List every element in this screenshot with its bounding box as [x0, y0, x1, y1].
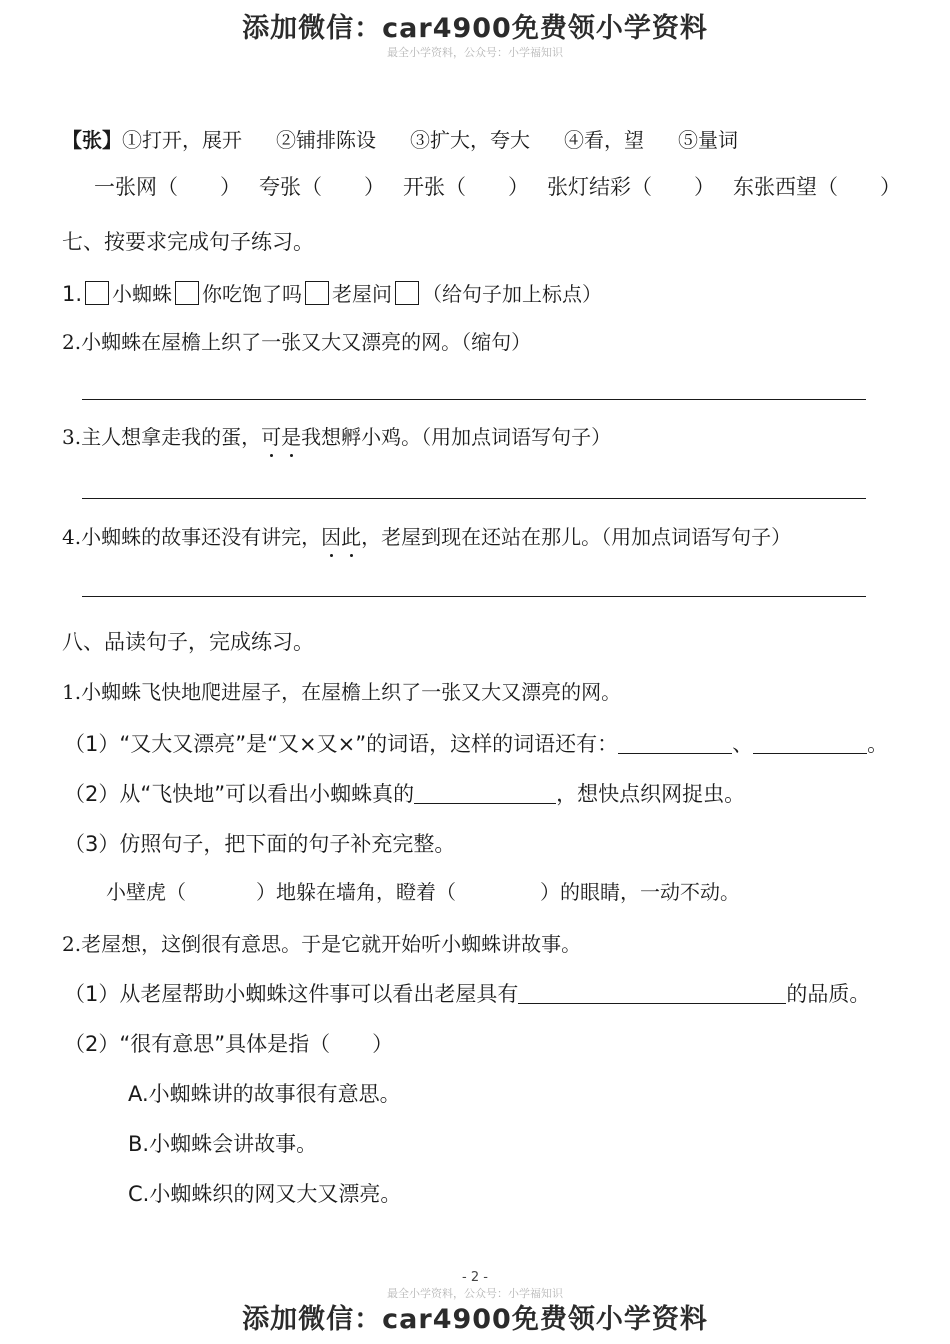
punctuation-box-1[interactable] — [85, 281, 109, 305]
zhang-word-4: 张灯结彩（ ） — [547, 175, 715, 199]
punctuation-box-2[interactable] — [175, 281, 199, 305]
s8-p2-q1 — [64, 978, 870, 1008]
blank-quality[interactable] — [518, 985, 786, 1004]
footer-subtitle: 最全小学资料，公众号：小学福知识 — [387, 1287, 563, 1300]
s8-p2-q2: （2）“很有意思”具体是指（ ） — [64, 1032, 394, 1056]
zhang-word-5: 东张西望（ ） — [733, 175, 901, 199]
option-a[interactable]: A.小蜘蛛讲的故事很有意思。 — [128, 1082, 401, 1106]
s7-q1-part-1: 小蜘蛛 — [112, 282, 173, 306]
s8-p2-q1-pre: （1）从老屋帮助小蜘蛛这件事可以看出老屋具有 — [64, 982, 519, 1006]
zhang-word-1: 一张网（ ） — [94, 175, 241, 199]
dotted-char-ke: 可 — [261, 421, 281, 450]
s8-p1-q3-a: 小壁虎（ — [106, 880, 186, 904]
s8-p2: 2.老屋想，这倒很有意思。于是它就开始听小蜘蛛讲故事。 — [62, 932, 582, 956]
s7-q4-post: ，老屋到现在还站在那儿。（用加点词语写句子） — [361, 525, 792, 549]
punctuation-box-3[interactable] — [305, 281, 329, 305]
zhang-meaning-2: ②铺排陈设 — [276, 128, 376, 152]
zhang-meaning-3: ③扩大，夸大 — [410, 128, 530, 152]
s8-p1-q3: （3）仿照句子，把下面的句子补充完整。 — [64, 832, 456, 856]
s7-q3 — [62, 421, 611, 450]
s8-p2-q1-post: 的品质。 — [786, 982, 871, 1006]
section-7-title: 七、按要求完成句子练习。 — [62, 230, 314, 254]
s7-q1-num: 1. — [62, 282, 83, 306]
s7-q4 — [62, 521, 791, 550]
dotted-char-ci: 此 — [341, 521, 361, 550]
zhang-label: 【张】 — [62, 128, 122, 152]
section-8-title: 八、品读句子，完成练习。 — [62, 630, 314, 654]
s7-q1-part-2: 你吃饱了吗 — [202, 282, 303, 306]
option-c[interactable]: C.小蜘蛛织的网又大又漂亮。 — [128, 1182, 402, 1206]
punctuation-box-4[interactable] — [395, 281, 419, 305]
watermark-top: 添加微信：car4900免费领小学资料 — [242, 13, 708, 44]
zhang-words-line — [94, 171, 901, 201]
zhang-meaning-5: ⑤量词 — [678, 128, 738, 152]
s8-p1-q1-end: 。 — [867, 732, 889, 756]
s7-q1 — [62, 278, 602, 307]
blank-similar-word-1[interactable] — [618, 735, 732, 754]
s8-p1-q3-sentence — [106, 876, 740, 905]
zhang-word-2: 夸张（ ） — [259, 175, 385, 199]
s8-p1-q2-post: ，想快点织网捉虫。 — [556, 782, 746, 806]
s8-p1-q3-b: ）地躲在墙角，瞪着（ — [256, 880, 456, 904]
zhang-word-3: 开张（ ） — [403, 175, 529, 199]
s8-p1-q1 — [64, 728, 888, 758]
zhang-meaning-1: ①打开，展开 — [122, 128, 242, 152]
s7-q1-part-3: 老屋问 — [332, 282, 393, 306]
s7-q1-part-4: （给句子加上标点） — [422, 282, 603, 306]
blank-similar-word-2[interactable] — [753, 735, 867, 754]
s8-p1-q1-text: （1）“又大又漂亮”是“又×又×”的词语，这样的词语还有： — [64, 732, 619, 756]
zhang-meanings-line — [62, 124, 738, 153]
dotted-char-shi: 是 — [281, 421, 301, 450]
s7-q3-post: 我想孵小鸡。（用加点词语写句子） — [301, 425, 612, 449]
page-number: - 2 - — [462, 1270, 488, 1285]
s8-p1-q2-pre: （2）从“飞快地”可以看出小蜘蛛真的 — [64, 782, 415, 806]
header-subtitle: 最全小学资料，公众号：小学福知识 — [387, 46, 563, 59]
zhang-meaning-4: ④看，望 — [564, 128, 644, 152]
watermark-bottom: 添加微信：car4900免费领小学资料 — [242, 1304, 708, 1335]
s7-q3-pre: 3.主人想拿走我的蛋， — [62, 425, 262, 449]
option-b[interactable]: B.小蜘蛛会讲故事。 — [128, 1132, 318, 1156]
answer-line-q3[interactable] — [82, 498, 866, 499]
answer-line-q4[interactable] — [82, 596, 866, 597]
answer-line-q2[interactable] — [82, 399, 866, 400]
s7-q2: 2.小蜘蛛在屋檐上织了一张又大又漂亮的网。（缩句） — [62, 330, 532, 354]
s8-p1-q1-sep: 、 — [732, 732, 754, 756]
s8-p1-q3-c: ）的眼睛，一动不动。 — [540, 880, 740, 904]
s8-p1: 1.小蜘蛛飞快地爬进屋子，在屋檐上织了一张又大又漂亮的网。 — [62, 680, 622, 704]
blank-feikuaidi[interactable] — [414, 785, 556, 804]
s7-q4-pre: 4.小蜘蛛的故事还没有讲完， — [62, 525, 322, 549]
dotted-char-yin: 因 — [321, 521, 341, 550]
s8-p1-q2 — [64, 778, 745, 808]
